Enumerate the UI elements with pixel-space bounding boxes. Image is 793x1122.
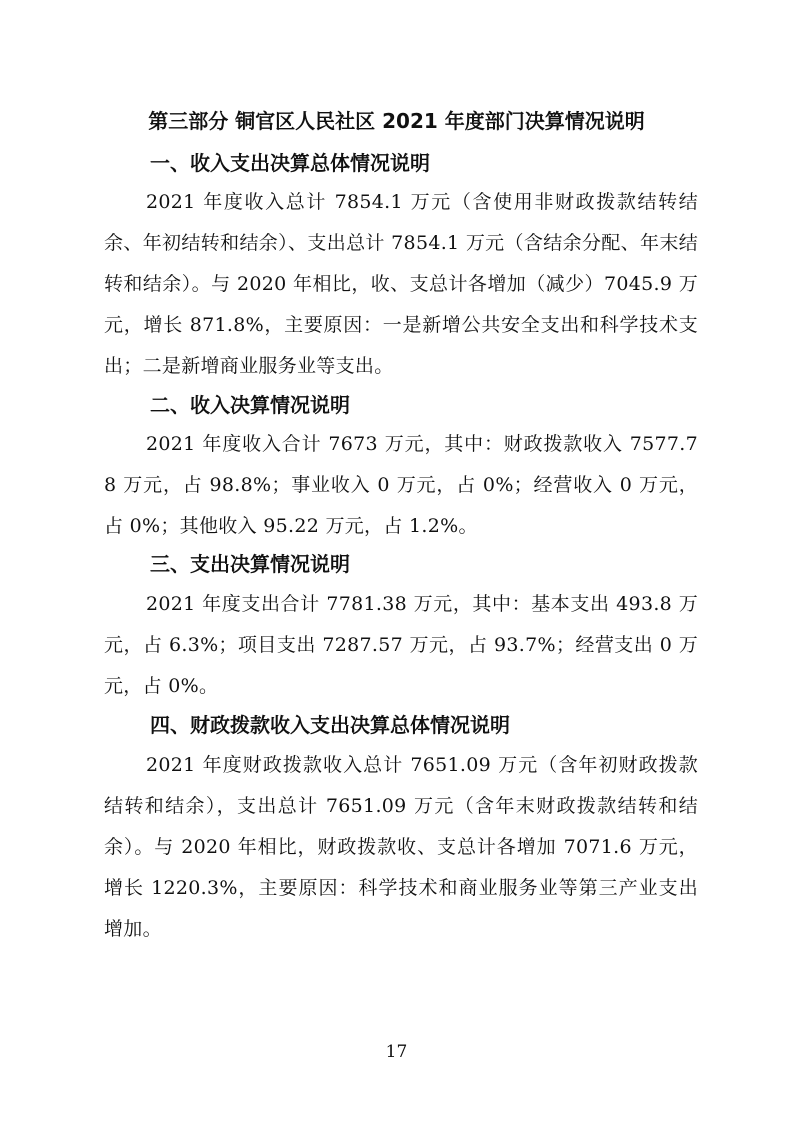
section-heading-3: 三、支出决算情况说明 bbox=[150, 552, 350, 576]
section-paragraph-4: 2021 年度财政拨款收入总计 7651.09 万元（含年初财政拨款结转和结余），支出总计 7651.09 万元（含年末财政拨款结转和结余）。与 2020 年相比，财政拨款收、支总计各增加 7071.6 万元，增长 1220.3%，主要原因：科学技术和商业服务业等第三产业支出增加。 bbox=[104, 754, 698, 940]
page-number: 17 bbox=[385, 1042, 408, 1062]
section-heading-2: 二、收入决算情况说明 bbox=[150, 393, 350, 417]
section-paragraph-1: 2021 年度收入总计 7854.1 万元（含使用非财政拨款结转结余、年初结转和结余）、支出总计 7854.1 万元（含结余分配、年末结转和结余）。与 2020 年相比，收、支总计各增加（减少）7045.9 万元，增长 871.8%，主要原因：一是新增公共安全支出和科学技术支出；二是新增商业服务业等支出。 bbox=[104, 191, 698, 377]
section-heading-4: 四、财政拨款收入支出决算总体情况说明 bbox=[150, 713, 510, 737]
section-paragraph-2: 2021 年度收入合计 7673 万元，其中：财政拨款收入 7577.78 万元，占 98.8%；事业收入 0 万元，占 0%；经营收入 0 万元，占 0%；其他收入 95.22 万元，占 1.2%。 bbox=[104, 433, 698, 537]
page-title: 第三部分 铜官区人民社区 2021 年度部门决算情况说明 bbox=[148, 109, 645, 133]
section-heading-1: 一、收入支出决算总体情况说明 bbox=[150, 151, 430, 175]
section-paragraph-3: 2021 年度支出合计 7781.38 万元，其中：基本支出 493.8 万元，占 6.3%；项目支出 7287.57 万元，占 93.7%；经营支出 0 万元，占 0%。 bbox=[104, 593, 698, 697]
